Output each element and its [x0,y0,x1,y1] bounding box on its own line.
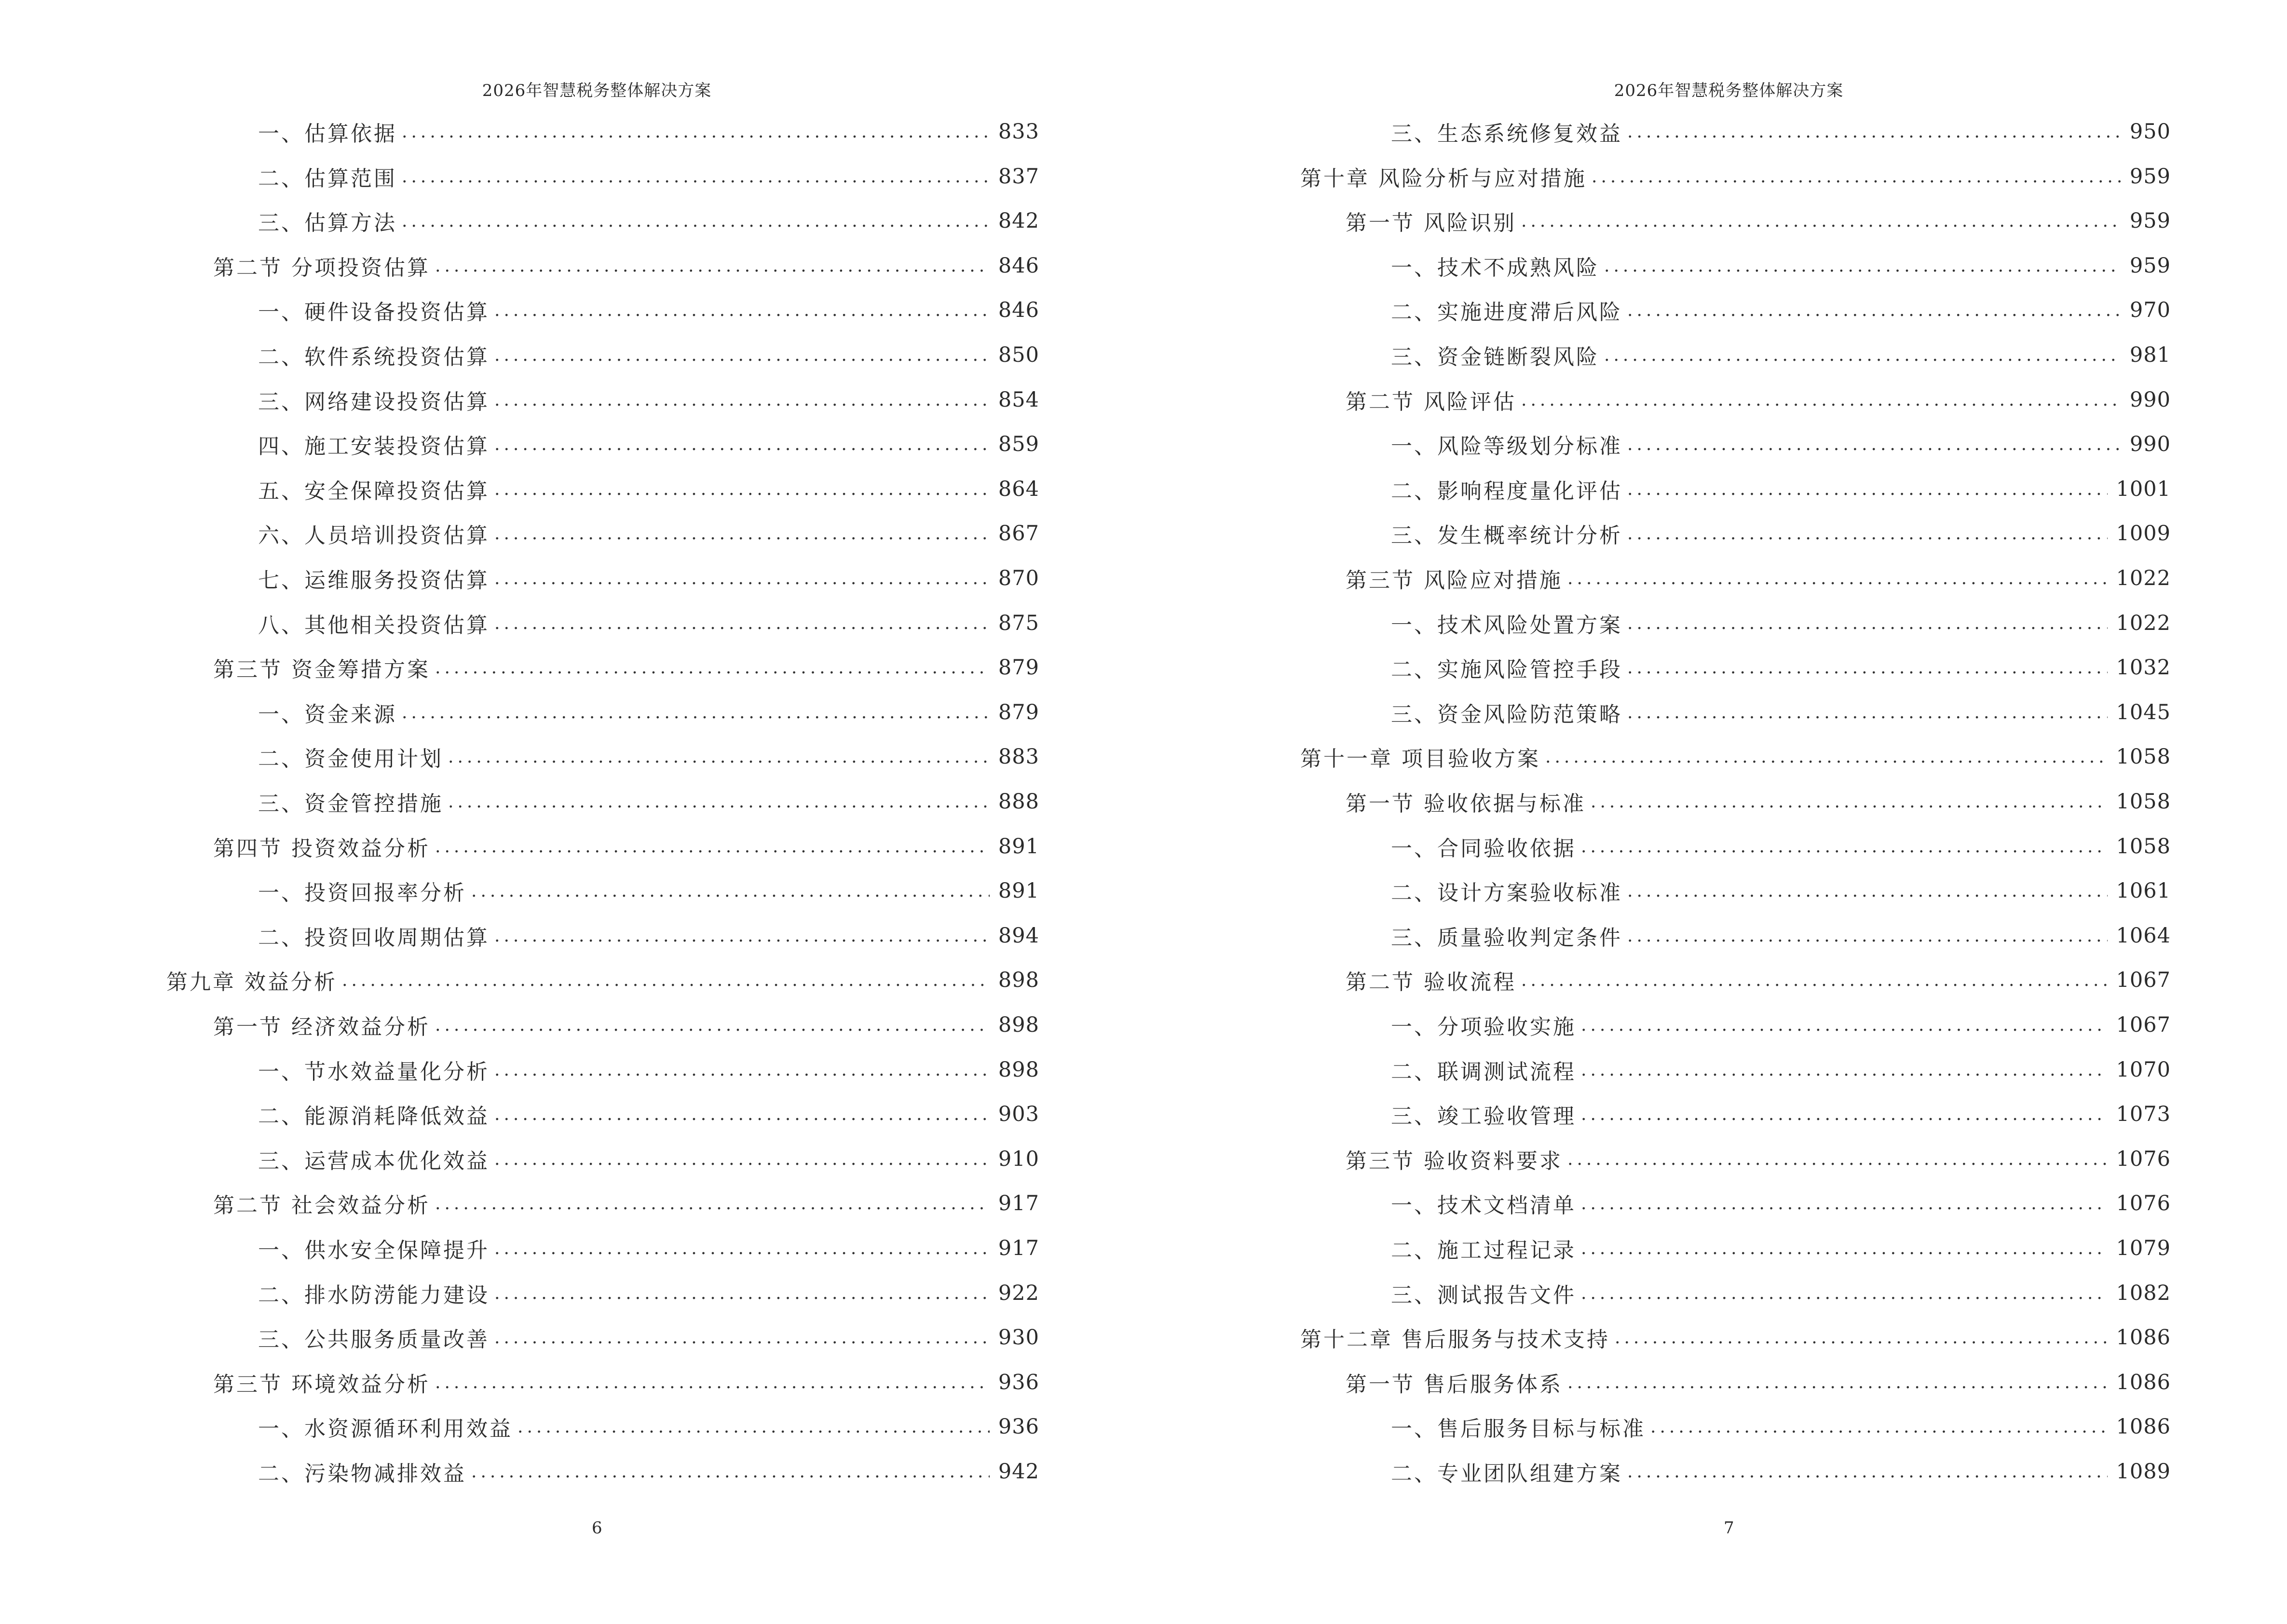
dot-leader [448,792,990,812]
toc-entry-title: 一、水资源循环利用效益 [258,1417,513,1441]
toc-entry-title: 三、竣工验收管理 [1391,1104,1576,1129]
toc-entry-title: 二、软件系统投资估算 [258,345,490,369]
toc-entry-page: 879 [998,655,1039,680]
toc-entry-page: 1061 [2116,879,2171,903]
toc-entry-page: 1076 [2116,1147,2171,1171]
toc-entry-page: 864 [998,477,1039,501]
toc-entry-level-3 [258,1412,1039,1441]
toc-entry-title: 三、测试报告文件 [1391,1283,1576,1308]
toc-entry-level-2 [1346,1368,2171,1397]
toc-entry-level-3 [1391,698,2171,727]
dot-leader [1592,167,2121,187]
running-header: 2026年智慧税务整体解决方案 [482,81,712,100]
toc-entry-level-3 [1391,1457,2171,1486]
toc-entry-title: 第九章 效益分析 [166,970,337,995]
toc-entry-level-3 [1391,1100,2171,1129]
dot-leader [1581,1283,2108,1303]
toc-entry-title: 第一节 验收依据与标准 [1346,792,1586,816]
toc-entry-title: 第三节 验收资料要求 [1346,1149,1563,1174]
toc-entry-title: 第一节 经济效益分析 [213,1015,430,1039]
dot-leader [402,122,990,142]
toc-entry-page: 1058 [2116,790,2171,814]
dot-leader [1581,1194,2108,1214]
right-page [1144,0,2287,1624]
dot-leader [1627,1462,2108,1482]
toc-entry-page: 1032 [2116,655,2171,680]
toc-entry-title: 三、发生概率统计分析 [1391,523,1622,548]
toc-entry-title: 第二节 分项投资估算 [213,256,430,280]
toc-entry-title: 八、其他相关投资估算 [258,613,490,638]
toc-entry-page: 875 [998,611,1039,635]
toc-entry-level-3 [1391,1234,2171,1263]
toc-entry-title: 一、估算依据 [258,122,397,146]
dot-leader [1627,881,2108,901]
toc-entry-page: 883 [998,745,1039,769]
toc-entry-title: 三、估算方法 [258,211,397,235]
dot-leader [494,926,990,946]
toc-entry-level-2 [1346,564,2171,593]
toc-entry-level-3 [258,519,1039,548]
toc-entry-level-3 [258,341,1039,369]
toc-entry-level-3 [258,1055,1039,1084]
dot-leader [1521,211,2121,231]
toc-entry-page: 1064 [2116,924,2171,948]
toc-entry-level-3 [1391,519,2171,548]
toc-entry-title: 一、硬件设备投资估算 [258,300,490,325]
toc-entry-page: 850 [998,343,1039,367]
toc-entry-page: 1067 [2116,1013,2171,1037]
toc-entry-level-3 [258,206,1039,235]
dot-leader [1591,792,2108,812]
toc-entry-level-3 [258,698,1039,727]
toc-entry-page: 833 [998,120,1039,144]
dot-leader [435,1015,990,1035]
toc-entry-title: 一、供水安全保障提升 [258,1238,490,1263]
toc-entry-title: 第十章 风险分析与应对措施 [1300,166,1587,191]
toc-entry-level-3 [258,564,1039,593]
toc-entry-title: 一、售后服务目标与标准 [1391,1417,1646,1441]
toc-entry-title: 三、资金链断裂风险 [1391,345,1599,369]
toc-entry-level-2 [213,1010,1039,1039]
dot-leader [494,1060,990,1080]
dot-leader [1545,747,2108,767]
toc-entry-page: 1070 [2116,1058,2171,1082]
toc-entry-title: 二、估算范围 [258,166,397,191]
toc-entry-page: 879 [998,700,1039,724]
dot-leader [1581,1060,2108,1080]
dot-leader [1521,390,2121,410]
dot-leader [435,256,990,276]
toc-entry-page: 950 [2129,120,2171,144]
toc-entry-page: 846 [998,298,1039,322]
toc-entry-page: 990 [2129,432,2171,456]
toc-entry-page: 1058 [2116,745,2171,769]
page-number: 7 [1724,1518,1734,1538]
toc-entry-page: 1082 [2116,1281,2171,1305]
toc-entry-level-3 [258,430,1039,459]
toc-entry-title: 第十一章 项目验收方案 [1300,747,1540,771]
toc-entry-title: 三、资金管控措施 [258,792,443,816]
toc-entry-page: 917 [998,1191,1039,1215]
toc-entry-level-3 [258,1234,1039,1263]
toc-entry-level-3 [258,742,1039,771]
toc-entry-page: 888 [998,790,1039,814]
toc-entry-title: 二、影响程度量化评估 [1391,479,1622,504]
toc-entry-level-2 [1346,1145,2171,1174]
toc-entry-level-3 [1391,341,2171,369]
toc-entry-level-3 [1391,1279,2171,1308]
toc-entry-title: 第三节 资金筹措方案 [213,657,430,682]
toc-entry-page: 1001 [2116,477,2171,501]
toc-entry-level-3 [1391,1055,2171,1084]
dot-leader [494,614,990,633]
toc-entry-page: 970 [2129,298,2171,322]
toc-entry-level-3 [258,609,1039,638]
toc-entry-level-3 [258,1323,1039,1352]
toc-entry-level-3 [1391,430,2171,459]
toc-entry-title: 第三节 风险应对措施 [1346,568,1563,593]
toc-entry-level-3 [258,787,1039,816]
dot-leader [1627,703,2108,723]
dot-leader [494,524,990,544]
toc-entry-title: 三、网络建设投资估算 [258,390,490,414]
toc-entry-page: 1086 [2116,1415,2171,1439]
toc-entry-page: 1076 [2116,1191,2171,1215]
toc-entry-page: 903 [998,1102,1039,1126]
dot-leader [1581,1239,2108,1258]
toc-entry-level-2 [213,1368,1039,1397]
toc-entry-level-3 [258,475,1039,504]
toc-entry-level-2 [213,832,1039,861]
toc-entry-level-3 [258,1100,1039,1129]
dot-leader [494,1328,990,1348]
dot-leader [494,479,990,499]
toc-entry-page: 981 [2129,343,2171,367]
dot-leader [435,658,990,678]
toc-entry-title: 一、资金来源 [258,702,397,727]
dot-leader [402,211,990,231]
dot-leader [435,1373,990,1392]
toc-entry-page: 936 [998,1415,1039,1439]
toc-entry-level-3 [1391,832,2171,861]
toc-entry-level-1 [1300,742,2171,771]
toc-entry-title: 二、联调测试流程 [1391,1060,1576,1084]
toc-entry-page: 891 [998,834,1039,859]
toc-entry-level-3 [1391,1412,2171,1441]
toc-entry-title: 第一节 风险识别 [1346,211,1516,235]
dot-leader [1627,926,2108,946]
toc-entry-title: 四、施工安装投资估算 [258,434,490,459]
toc-entry-title: 二、专业团队组建方案 [1391,1461,1622,1486]
toc-entry-level-1 [166,966,1039,995]
toc-entry-page: 942 [998,1460,1039,1484]
toc-entry-level-3 [258,1457,1039,1486]
toc-entry-title: 二、实施风险管控手段 [1391,657,1622,682]
toc-entry-level-2 [213,251,1039,280]
toc-entry-level-3 [1391,296,2171,325]
dot-leader [1604,256,2121,276]
toc-entry-level-3 [1391,251,2171,280]
toc-entry-title: 一、分项验收实施 [1391,1015,1576,1039]
dot-leader [1567,1373,2108,1392]
toc-entry-title: 三、资金风险防范策略 [1391,702,1622,727]
toc-entry-level-2 [1346,787,2171,816]
dot-leader [494,1105,990,1124]
toc-entry-title: 一、风险等级划分标准 [1391,434,1622,459]
toc-entry-page: 959 [2129,254,2171,278]
toc-entry-page: 846 [998,254,1039,278]
toc-entry-title: 第二节 验收流程 [1346,970,1516,995]
dot-leader [1581,837,2108,857]
toc-entry-level-2 [213,653,1039,682]
toc-entry-page: 837 [998,164,1039,189]
toc-entry-page: 930 [998,1325,1039,1350]
dot-leader [1615,1328,2108,1348]
dot-leader [1627,614,2108,633]
toc-entry-title: 一、合同验收依据 [1391,836,1576,861]
dot-leader [494,1149,990,1169]
toc-entry-level-3 [1391,117,2171,146]
dot-leader [494,1283,990,1303]
toc-entry-level-3 [1391,921,2171,950]
toc-entry-page: 867 [998,521,1039,546]
dot-leader [1627,658,2108,678]
dot-leader [1627,300,2121,320]
dot-leader [342,970,990,990]
dot-leader [402,703,990,723]
toc-entry-title: 一、节水效益量化分析 [258,1060,490,1084]
dot-leader [435,837,990,857]
toc-entry-title: 第一节 售后服务体系 [1346,1372,1563,1397]
dot-leader [494,569,990,588]
dot-leader [1627,435,2121,454]
dot-leader [1581,1105,2108,1124]
toc-entry-title: 一、投资回报率分析 [258,881,466,905]
dot-leader [494,1239,990,1258]
toc-entry-level-3 [1391,475,2171,504]
toc-entry-title: 一、技术风险处置方案 [1391,613,1622,638]
toc-entry-page: 898 [998,968,1039,992]
dot-leader [517,1417,990,1437]
toc-entry-level-3 [1391,1010,2171,1039]
toc-entry-title: 七、运维服务投资估算 [258,568,490,593]
dot-leader [1627,122,2121,142]
toc-entry-level-3 [258,385,1039,414]
toc-entry-title: 二、排水防涝能力建设 [258,1283,490,1308]
toc-entry-level-1 [1300,1323,2171,1352]
toc-entry-page: 936 [998,1370,1039,1394]
dot-leader [494,345,990,365]
toc-entry-page: 922 [998,1281,1039,1305]
toc-entry-title: 第三节 环境效益分析 [213,1372,430,1397]
toc-entry-title: 三、生态系统修复效益 [1391,122,1622,146]
toc-entry-level-3 [1391,653,2171,682]
toc-entry-title: 第二节 风险评估 [1346,390,1516,414]
dot-leader [1567,569,2108,588]
toc-entry-page: 891 [998,879,1039,903]
running-header: 2026年智慧税务整体解决方案 [1614,81,1844,100]
toc-entry-level-3 [1391,1189,2171,1218]
toc-entry-title: 第二节 社会效益分析 [213,1193,430,1218]
toc-entry-level-1 [1300,162,2171,191]
toc-entry-level-2 [1346,966,2171,995]
dot-leader [1627,524,2108,544]
toc-entry-page: 959 [2129,164,2171,189]
toc-entry-title: 一、技术不成熟风险 [1391,256,1599,280]
dot-leader [435,1194,990,1214]
toc-entry-level-3 [258,117,1039,146]
toc-entry-title: 二、设计方案验收标准 [1391,881,1622,905]
toc-entry-title: 二、施工过程记录 [1391,1238,1576,1263]
toc-entry-level-3 [1391,876,2171,905]
toc-entry-title: 六、人员培训投资估算 [258,523,490,548]
toc-entry-level-3 [258,1279,1039,1308]
dot-leader [1581,1015,2108,1035]
toc-entry-page: 859 [998,432,1039,456]
toc-entry-level-3 [258,921,1039,950]
toc-entry-page: 917 [998,1236,1039,1260]
toc-entry-page: 990 [2129,388,2171,412]
toc-entry-page: 854 [998,388,1039,412]
toc-entry-page: 1086 [2116,1325,2171,1350]
toc-entry-page: 1009 [2116,521,2171,546]
toc-entry-title: 三、质量验收判定条件 [1391,926,1622,950]
toc-entry-page: 894 [998,924,1039,948]
toc-entry-title: 二、资金使用计划 [258,747,443,771]
toc-entry-page: 1086 [2116,1370,2171,1394]
toc-entry-level-2 [1346,385,2171,414]
toc-entry-page: 959 [2129,209,2171,233]
dot-leader [1650,1417,2108,1437]
toc-entry-page: 842 [998,209,1039,233]
toc-entry-level-2 [1346,206,2171,235]
toc-entry-level-3 [1391,609,2171,638]
toc-entry-page: 870 [998,566,1039,590]
toc-entry-page: 1045 [2116,700,2171,724]
dot-leader [402,167,990,187]
toc-entry-level-3 [258,1145,1039,1174]
dot-leader [494,390,990,410]
toc-entry-page: 1067 [2116,968,2171,992]
toc-entry-title: 二、能源消耗降低效益 [258,1104,490,1129]
toc-entry-title: 第四节 投资效益分析 [213,836,430,861]
toc-entry-title: 二、污染物减排效益 [258,1461,466,1486]
toc-entry-page: 1079 [2116,1236,2171,1260]
dot-leader [1627,479,2108,499]
toc-entry-page: 1058 [2116,834,2171,859]
dot-leader [1521,970,2108,990]
toc-entry-level-2 [213,1189,1039,1218]
toc-entry-title: 第十二章 售后服务与技术支持 [1300,1327,1610,1352]
dot-leader [494,300,990,320]
toc-entry-title: 二、投资回收周期估算 [258,926,490,950]
dot-leader [471,1462,990,1482]
toc-entry-level-3 [258,162,1039,191]
dot-leader [494,435,990,454]
toc-entry-title: 三、公共服务质量改善 [258,1327,490,1352]
toc-entry-page: 1022 [2116,566,2171,590]
toc-entry-page: 1073 [2116,1102,2171,1126]
dot-leader [1604,345,2121,365]
toc-entry-title: 三、运营成本优化效益 [258,1149,490,1174]
toc-entry-page: 910 [998,1147,1039,1171]
toc-entry-page: 898 [998,1013,1039,1037]
dot-leader [448,747,990,767]
toc-entry-title: 一、技术文档清单 [1391,1193,1576,1218]
dot-leader [471,881,990,901]
dot-leader [1567,1149,2108,1169]
toc-entry-title: 五、安全保障投资估算 [258,479,490,504]
toc-entry-page: 1089 [2116,1460,2171,1484]
page-number: 6 [592,1518,602,1538]
toc-entry-level-3 [258,296,1039,325]
toc-entry-page: 898 [998,1058,1039,1082]
toc-entry-level-3 [258,876,1039,905]
toc-entry-page: 1022 [2116,611,2171,635]
toc-entry-title: 二、实施进度滞后风险 [1391,300,1622,325]
